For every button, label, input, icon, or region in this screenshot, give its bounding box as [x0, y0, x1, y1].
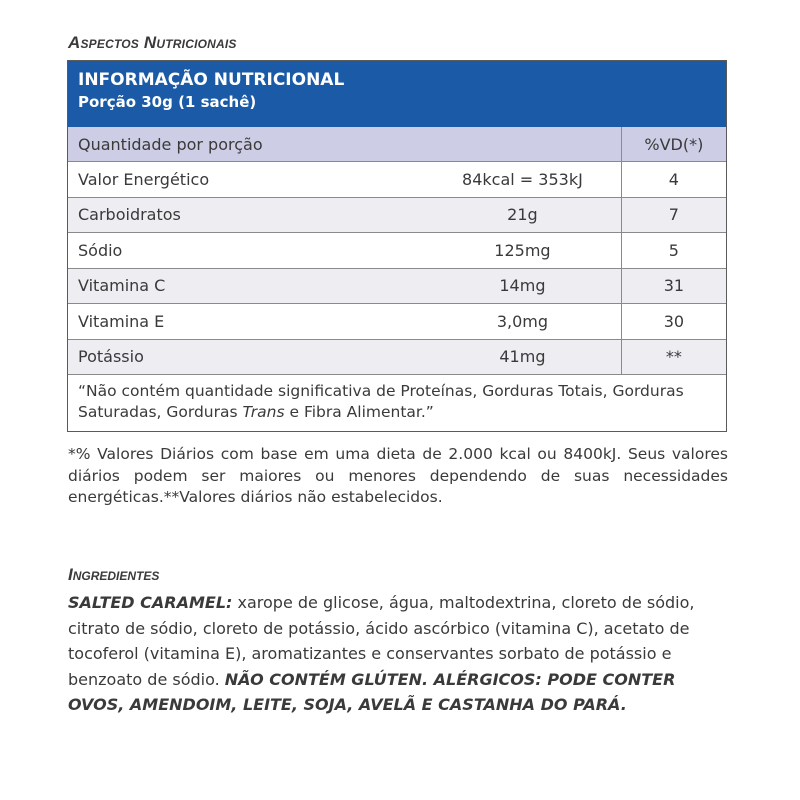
table-footnote-end: e Fibra Alimentar.” [284, 403, 434, 421]
nutrition-table [67, 60, 727, 432]
vd-header: %VD(*) [621, 127, 726, 161]
product-label: SALTED CARAMEL: [68, 593, 233, 612]
nutrient-amount: 14mg [499, 276, 546, 296]
daily-values-note: *% Valores Diários com base em uma dieta de 2.000 kcal ou 8400kJ. Seus valores diários podem ser maiores ou menores dependendo de suas necessidades energéticas.**Valores diários não estabelecidos. [68, 445, 728, 506]
ingredients-body [68, 590, 728, 718]
nutrient-vd: ** [621, 340, 726, 375]
nutrient-vd: 7 [621, 198, 726, 233]
ingredients-title: Ingredientes [68, 565, 160, 584]
ingredients-list: xarope de glicose, água, maltodextrina, cloreto de sódio, citrato de sódio, cloreto de potássio, ácido ascórbico (vitamina C), acetato de tocoferol (vitamina E), aromatizantes e conservantes sorbato de potássio e benzoato de sódio. [68, 593, 695, 689]
portion-size: Porção 30g (1 sachê) [78, 93, 257, 111]
nutrient-amount: 21g [507, 205, 538, 225]
table-row [68, 303, 726, 339]
nutrient-amount: 84kcal = 353kJ [462, 169, 583, 189]
nutrient-vd: 30 [621, 304, 726, 339]
table-row [68, 268, 726, 304]
nutrient-name: Carboidratos [78, 205, 181, 225]
table-footnote-italic: Trans [242, 403, 285, 421]
table-row [68, 161, 726, 197]
table-row [68, 197, 726, 233]
table-footnote-text: “Não contém quantidade significativa de Proteínas, Gorduras Totais, Gorduras Saturadas, Gorduras [78, 382, 684, 421]
nutrient-name: Sódio [78, 240, 123, 260]
table-row [68, 232, 726, 268]
nutrient-name: Potássio [78, 347, 144, 367]
nutrient-vd: 4 [621, 162, 726, 197]
table-footnote [68, 374, 726, 423]
section-title: Aspectos Nutricionais [68, 33, 237, 52]
nutrient-vd: 31 [621, 269, 726, 304]
nutrient-name: Valor Energético [78, 169, 210, 189]
column-header-row [68, 127, 726, 161]
table-row [68, 339, 726, 375]
nutrition-table-title: INFORMAÇÃO NUTRICIONAL [78, 70, 345, 90]
nutrient-vd: 5 [621, 233, 726, 268]
nutrient-name: Vitamina C [78, 276, 166, 296]
nutrient-amount: 125mg [494, 240, 551, 260]
nutrition-table-header [68, 61, 726, 127]
nutrient-amount: 3,0mg [496, 311, 549, 331]
nutrient-name: Vitamina E [78, 311, 165, 331]
allergen-warning: NÃO CONTÉM GLÚTEN. ALÉRGICOS: PODE CONTER OVOS, AMENDOIM, LEITE, SOJA, AVELÃ E CASTANHA DO PARÁ. [68, 669, 676, 714]
quantity-header: Quantidade por porção [78, 134, 263, 154]
nutrient-amount: 41mg [499, 347, 546, 367]
